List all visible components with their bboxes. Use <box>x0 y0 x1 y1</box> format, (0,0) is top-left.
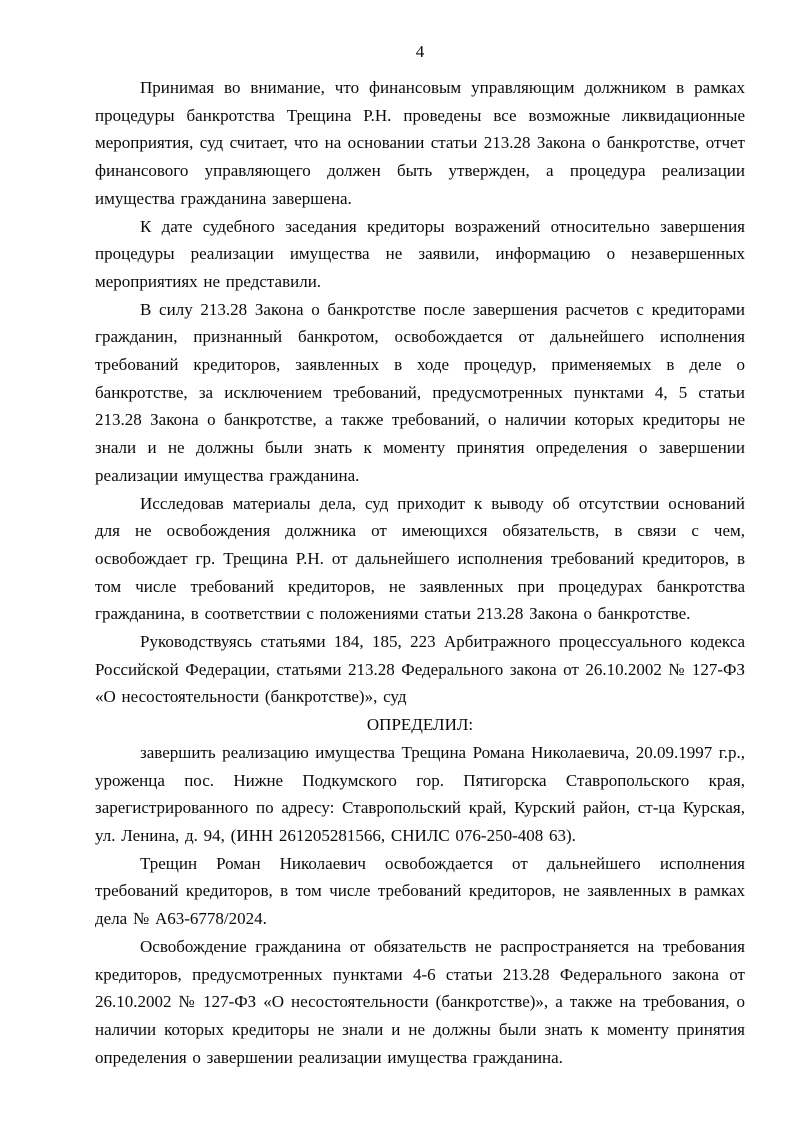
resolution-heading: ОПРЕДЕЛИЛ: <box>366 715 474 735</box>
paragraph-considering: Принимая во внимание, что финансовым управляющим должником в рамках процедуры банкротства Трещина Р.Н. проведены все возможные ликвидационные мероприятия, суд считает, что на основании статьи 213.28 Закона о банкротстве, отчет финансового управляющего должен быть утвержден, а процедура реализации имущества гражданина завершена. <box>95 78 745 208</box>
paragraph-debtor-released: Трещин Роман Николаевич освобождается от дальнейшего исполнения требований кредиторов, в том числе требований кредиторов, не заявленных в рамках дела № А63-6778/2024. <box>95 853 745 929</box>
paragraph-law-213-28: В силу 213.28 Закона о банкротстве после завершения расчетов с кредиторами гражданин, признанный банкротом, освобождается от дальнейшего исполнения требований кредиторов, заявленных в ходе процедур, применяемых в деле о банкротстве, за исключением требований, предусмотренных пунктами 4, 5 статьи 213.28 Закона о банкротстве, а также требований, о наличии которых кредиторы не знали и не должны были знать к моменту принятия определения о завершении реализации имущества гражданина. <box>95 299 745 485</box>
paragraph-guided-by-articles: Руководствуясь статьями 184, 185, 223 Арбитражного процессуального кодекса Российской Федерации, статьями 213.28 Федерального закона от 26.10.2002 № 127-ФЗ «О несостоятельности (банкротстве)», суд <box>95 632 745 707</box>
paragraph-court-conclusion: Исследовав материалы дела, суд приходит к выводу об отсутствии оснований для не освобождения должника от имеющихся обязательств, в связи с чем, освобождает гр. Трещина Р.Н. от дальнейшего исполнения требований кредиторов, в том числе требований кредиторов, не заявленных при процедурах банкротства гражданина, в соответствии с положениями статьи 213.28 Закона о банкротстве. <box>95 493 745 624</box>
page-number: 4 <box>415 42 425 61</box>
paragraph-release-exceptions: Освобождение гражданина от обязательств не распространяется на требования кредиторов, предусмотренных пунктами 4-6 статьи 213.28 Федерального закона от 26.10.2002 № 127-ФЗ «О несостоятельности (банкротстве)», а также на требования, о наличии которых кредиторы не знали и не должны были знать к моменту принятия определения о завершении реализации имущества гражданина. <box>95 936 745 1067</box>
paragraph-no-objections: К дате судебного заседания кредиторы возражений относительно завершения процедуры реализации имущества не заявили, информацию о незавершенных мероприятиях не представили. <box>95 216 745 291</box>
paragraph-complete-realization: завершить реализацию имущества Трещина Романа Николаевича, 20.09.1997 г.р., уроженца пос. Нижне Подкумского гор. Пятигорска Ставропольского края, зарегистрированного по адресу: Ставропольский край, Курский район, ст-ца Курская, ул. Ленина, д. 94, (ИНН 261205281566, СНИЛС 076-250-408 63). <box>95 742 745 845</box>
